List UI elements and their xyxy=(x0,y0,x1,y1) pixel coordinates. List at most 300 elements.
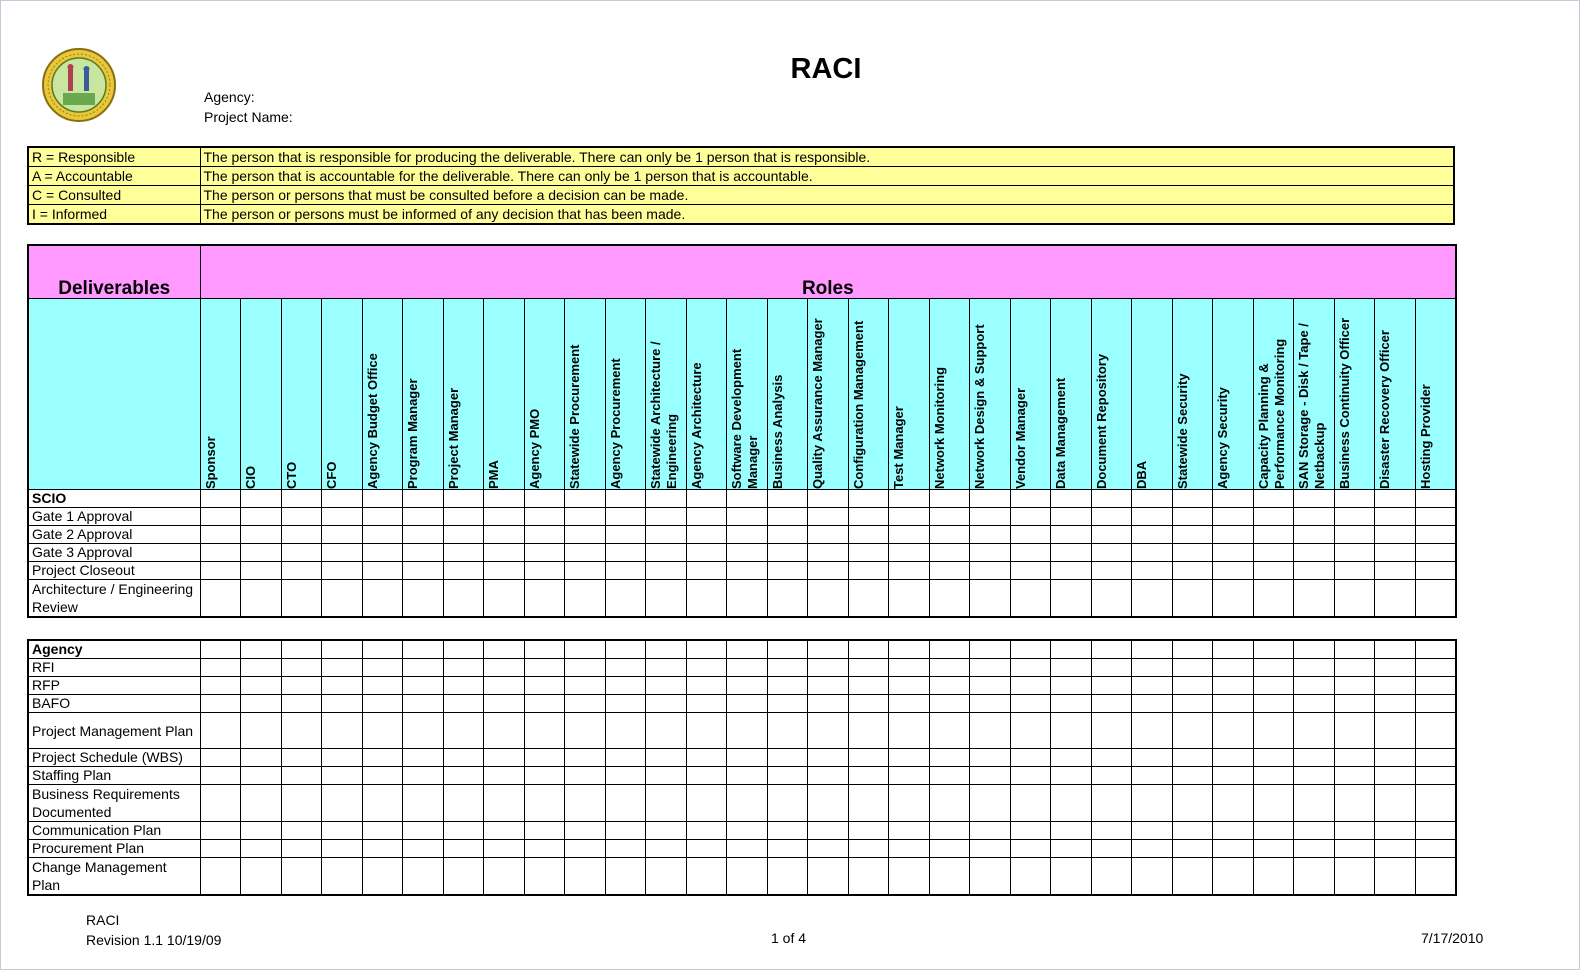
raci-cell[interactable] xyxy=(848,822,889,840)
raci-cell[interactable] xyxy=(524,713,565,749)
raci-cell[interactable] xyxy=(727,858,768,896)
raci-cell[interactable] xyxy=(605,526,646,544)
raci-cell[interactable] xyxy=(241,749,282,767)
raci-cell[interactable] xyxy=(889,713,930,749)
raci-cell[interactable] xyxy=(605,490,646,508)
raci-cell[interactable] xyxy=(1091,713,1132,749)
raci-cell[interactable] xyxy=(322,580,363,618)
raci-cell[interactable] xyxy=(1334,785,1375,822)
raci-cell[interactable] xyxy=(1091,695,1132,713)
raci-cell[interactable] xyxy=(1132,695,1173,713)
raci-cell[interactable] xyxy=(484,659,525,677)
raci-cell[interactable] xyxy=(1132,767,1173,785)
raci-cell[interactable] xyxy=(848,677,889,695)
raci-cell[interactable] xyxy=(403,640,444,659)
raci-cell[interactable] xyxy=(322,822,363,840)
raci-cell[interactable] xyxy=(767,562,808,580)
raci-cell[interactable] xyxy=(686,713,727,749)
raci-cell[interactable] xyxy=(1132,640,1173,659)
raci-cell[interactable] xyxy=(1375,785,1416,822)
raci-cell[interactable] xyxy=(200,840,241,858)
raci-cell[interactable] xyxy=(443,580,484,618)
raci-cell[interactable] xyxy=(808,822,849,840)
raci-cell[interactable] xyxy=(1172,785,1213,822)
raci-cell[interactable] xyxy=(281,659,322,677)
raci-cell[interactable] xyxy=(1253,544,1294,562)
raci-cell[interactable] xyxy=(1334,858,1375,896)
raci-cell[interactable] xyxy=(281,840,322,858)
raci-cell[interactable] xyxy=(1415,490,1456,508)
raci-cell[interactable] xyxy=(362,640,403,659)
raci-cell[interactable] xyxy=(362,659,403,677)
raci-cell[interactable] xyxy=(281,544,322,562)
raci-cell[interactable] xyxy=(727,677,768,695)
raci-cell[interactable] xyxy=(565,544,606,562)
raci-cell[interactable] xyxy=(241,858,282,896)
raci-cell[interactable] xyxy=(1091,840,1132,858)
raci-cell[interactable] xyxy=(362,767,403,785)
raci-cell[interactable] xyxy=(322,695,363,713)
raci-cell[interactable] xyxy=(1415,562,1456,580)
raci-cell[interactable] xyxy=(1010,858,1051,896)
raci-cell[interactable] xyxy=(484,858,525,896)
raci-cell[interactable] xyxy=(727,659,768,677)
raci-cell[interactable] xyxy=(322,562,363,580)
raci-cell[interactable] xyxy=(1375,526,1416,544)
raci-cell[interactable] xyxy=(362,544,403,562)
raci-cell[interactable] xyxy=(848,640,889,659)
raci-cell[interactable] xyxy=(1334,640,1375,659)
raci-cell[interactable] xyxy=(1010,749,1051,767)
raci-cell[interactable] xyxy=(1010,544,1051,562)
raci-cell[interactable] xyxy=(403,562,444,580)
raci-cell[interactable] xyxy=(524,508,565,526)
raci-cell[interactable] xyxy=(200,858,241,896)
raci-cell[interactable] xyxy=(524,695,565,713)
raci-cell[interactable] xyxy=(362,840,403,858)
raci-cell[interactable] xyxy=(808,580,849,618)
raci-cell[interactable] xyxy=(484,767,525,785)
raci-cell[interactable] xyxy=(1415,840,1456,858)
raci-cell[interactable] xyxy=(322,767,363,785)
raci-cell[interactable] xyxy=(605,580,646,618)
raci-cell[interactable] xyxy=(1051,785,1092,822)
raci-cell[interactable] xyxy=(1132,526,1173,544)
raci-cell[interactable] xyxy=(767,695,808,713)
raci-cell[interactable] xyxy=(1172,713,1213,749)
raci-cell[interactable] xyxy=(524,526,565,544)
raci-cell[interactable] xyxy=(443,785,484,822)
raci-cell[interactable] xyxy=(1051,840,1092,858)
raci-cell[interactable] xyxy=(200,526,241,544)
raci-cell[interactable] xyxy=(1132,749,1173,767)
raci-cell[interactable] xyxy=(565,562,606,580)
raci-cell[interactable] xyxy=(1334,677,1375,695)
raci-cell[interactable] xyxy=(970,490,1011,508)
raci-cell[interactable] xyxy=(1375,562,1416,580)
raci-cell[interactable] xyxy=(727,544,768,562)
raci-cell[interactable] xyxy=(848,580,889,618)
raci-cell[interactable] xyxy=(281,767,322,785)
raci-cell[interactable] xyxy=(565,677,606,695)
raci-cell[interactable] xyxy=(808,713,849,749)
raci-cell[interactable] xyxy=(727,580,768,618)
raci-cell[interactable] xyxy=(443,713,484,749)
raci-cell[interactable] xyxy=(1213,508,1254,526)
raci-cell[interactable] xyxy=(686,490,727,508)
raci-cell[interactable] xyxy=(1253,562,1294,580)
raci-cell[interactable] xyxy=(808,562,849,580)
raci-cell[interactable] xyxy=(686,695,727,713)
raci-cell[interactable] xyxy=(929,713,970,749)
raci-cell[interactable] xyxy=(443,840,484,858)
raci-cell[interactable] xyxy=(970,562,1011,580)
raci-cell[interactable] xyxy=(929,822,970,840)
raci-cell[interactable] xyxy=(200,677,241,695)
raci-cell[interactable] xyxy=(646,508,687,526)
raci-cell[interactable] xyxy=(322,677,363,695)
raci-cell[interactable] xyxy=(484,695,525,713)
raci-cell[interactable] xyxy=(889,695,930,713)
raci-cell[interactable] xyxy=(1294,659,1335,677)
raci-cell[interactable] xyxy=(1253,822,1294,840)
raci-cell[interactable] xyxy=(727,562,768,580)
raci-cell[interactable] xyxy=(565,858,606,896)
raci-cell[interactable] xyxy=(1415,580,1456,618)
raci-cell[interactable] xyxy=(605,677,646,695)
raci-cell[interactable] xyxy=(1051,508,1092,526)
raci-cell[interactable] xyxy=(443,749,484,767)
raci-cell[interactable] xyxy=(646,659,687,677)
raci-cell[interactable] xyxy=(1010,526,1051,544)
raci-cell[interactable] xyxy=(970,677,1011,695)
raci-cell[interactable] xyxy=(524,785,565,822)
raci-cell[interactable] xyxy=(1091,858,1132,896)
raci-cell[interactable] xyxy=(808,858,849,896)
raci-cell[interactable] xyxy=(970,640,1011,659)
raci-cell[interactable] xyxy=(200,580,241,618)
raci-cell[interactable] xyxy=(1415,659,1456,677)
raci-cell[interactable] xyxy=(808,695,849,713)
raci-cell[interactable] xyxy=(1051,713,1092,749)
raci-cell[interactable] xyxy=(1334,544,1375,562)
raci-cell[interactable] xyxy=(1334,659,1375,677)
raci-cell[interactable] xyxy=(970,822,1011,840)
raci-cell[interactable] xyxy=(565,659,606,677)
raci-cell[interactable] xyxy=(767,659,808,677)
raci-cell[interactable] xyxy=(524,580,565,618)
raci-cell[interactable] xyxy=(443,544,484,562)
raci-cell[interactable] xyxy=(970,767,1011,785)
raci-cell[interactable] xyxy=(1010,562,1051,580)
raci-cell[interactable] xyxy=(322,508,363,526)
raci-cell[interactable] xyxy=(1294,526,1335,544)
raci-cell[interactable] xyxy=(200,544,241,562)
raci-cell[interactable] xyxy=(484,785,525,822)
raci-cell[interactable] xyxy=(1172,544,1213,562)
raci-cell[interactable] xyxy=(1172,840,1213,858)
raci-cell[interactable] xyxy=(1051,749,1092,767)
raci-cell[interactable] xyxy=(1294,858,1335,896)
raci-cell[interactable] xyxy=(322,713,363,749)
raci-cell[interactable] xyxy=(565,822,606,840)
raci-cell[interactable] xyxy=(727,640,768,659)
raci-cell[interactable] xyxy=(1253,785,1294,822)
raci-cell[interactable] xyxy=(767,640,808,659)
raci-cell[interactable] xyxy=(1091,640,1132,659)
raci-cell[interactable] xyxy=(686,640,727,659)
raci-cell[interactable] xyxy=(1091,508,1132,526)
raci-cell[interactable] xyxy=(848,659,889,677)
raci-cell[interactable] xyxy=(241,695,282,713)
raci-cell[interactable] xyxy=(929,580,970,618)
raci-cell[interactable] xyxy=(1172,749,1213,767)
raci-cell[interactable] xyxy=(1051,640,1092,659)
raci-cell[interactable] xyxy=(929,749,970,767)
raci-cell[interactable] xyxy=(808,840,849,858)
raci-cell[interactable] xyxy=(1132,580,1173,618)
raci-cell[interactable] xyxy=(241,785,282,822)
raci-cell[interactable] xyxy=(686,822,727,840)
raci-cell[interactable] xyxy=(1051,822,1092,840)
raci-cell[interactable] xyxy=(929,677,970,695)
raci-cell[interactable] xyxy=(848,508,889,526)
raci-cell[interactable] xyxy=(1213,785,1254,822)
raci-cell[interactable] xyxy=(241,659,282,677)
raci-cell[interactable] xyxy=(443,858,484,896)
raci-cell[interactable] xyxy=(1375,580,1416,618)
raci-cell[interactable] xyxy=(1091,490,1132,508)
raci-cell[interactable] xyxy=(362,526,403,544)
raci-cell[interactable] xyxy=(1415,713,1456,749)
raci-cell[interactable] xyxy=(1132,490,1173,508)
raci-cell[interactable] xyxy=(929,695,970,713)
raci-cell[interactable] xyxy=(403,785,444,822)
raci-cell[interactable] xyxy=(524,640,565,659)
raci-cell[interactable] xyxy=(605,544,646,562)
raci-cell[interactable] xyxy=(646,785,687,822)
raci-cell[interactable] xyxy=(605,785,646,822)
raci-cell[interactable] xyxy=(1375,767,1416,785)
raci-cell[interactable] xyxy=(403,713,444,749)
raci-cell[interactable] xyxy=(322,858,363,896)
raci-cell[interactable] xyxy=(403,677,444,695)
raci-cell[interactable] xyxy=(1051,677,1092,695)
raci-cell[interactable] xyxy=(605,767,646,785)
raci-cell[interactable] xyxy=(1415,749,1456,767)
raci-cell[interactable] xyxy=(1213,562,1254,580)
raci-cell[interactable] xyxy=(1051,544,1092,562)
raci-cell[interactable] xyxy=(889,677,930,695)
raci-cell[interactable] xyxy=(1415,695,1456,713)
raci-cell[interactable] xyxy=(646,526,687,544)
raci-cell[interactable] xyxy=(1091,749,1132,767)
raci-cell[interactable] xyxy=(362,490,403,508)
raci-cell[interactable] xyxy=(1253,695,1294,713)
raci-cell[interactable] xyxy=(281,677,322,695)
raci-cell[interactable] xyxy=(727,695,768,713)
raci-cell[interactable] xyxy=(565,785,606,822)
raci-cell[interactable] xyxy=(1294,544,1335,562)
raci-cell[interactable] xyxy=(808,785,849,822)
raci-cell[interactable] xyxy=(1294,508,1335,526)
raci-cell[interactable] xyxy=(403,490,444,508)
raci-cell[interactable] xyxy=(1334,749,1375,767)
raci-cell[interactable] xyxy=(727,508,768,526)
raci-cell[interactable] xyxy=(565,580,606,618)
raci-cell[interactable] xyxy=(848,526,889,544)
raci-cell[interactable] xyxy=(1172,640,1213,659)
raci-cell[interactable] xyxy=(970,785,1011,822)
raci-cell[interactable] xyxy=(241,640,282,659)
raci-cell[interactable] xyxy=(929,785,970,822)
raci-cell[interactable] xyxy=(362,822,403,840)
raci-cell[interactable] xyxy=(605,840,646,858)
raci-cell[interactable] xyxy=(889,490,930,508)
raci-cell[interactable] xyxy=(1334,695,1375,713)
raci-cell[interactable] xyxy=(970,695,1011,713)
raci-cell[interactable] xyxy=(403,858,444,896)
raci-cell[interactable] xyxy=(484,840,525,858)
raci-cell[interactable] xyxy=(403,749,444,767)
raci-cell[interactable] xyxy=(1051,858,1092,896)
raci-cell[interactable] xyxy=(1091,544,1132,562)
raci-cell[interactable] xyxy=(1294,840,1335,858)
raci-cell[interactable] xyxy=(1213,858,1254,896)
raci-cell[interactable] xyxy=(929,562,970,580)
raci-cell[interactable] xyxy=(1375,640,1416,659)
raci-cell[interactable] xyxy=(1415,785,1456,822)
raci-cell[interactable] xyxy=(1415,767,1456,785)
raci-cell[interactable] xyxy=(727,749,768,767)
raci-cell[interactable] xyxy=(322,640,363,659)
raci-cell[interactable] xyxy=(281,508,322,526)
raci-cell[interactable] xyxy=(767,785,808,822)
raci-cell[interactable] xyxy=(1010,767,1051,785)
raci-cell[interactable] xyxy=(1375,840,1416,858)
raci-cell[interactable] xyxy=(1294,767,1335,785)
raci-cell[interactable] xyxy=(565,713,606,749)
raci-cell[interactable] xyxy=(484,749,525,767)
raci-cell[interactable] xyxy=(1294,785,1335,822)
raci-cell[interactable] xyxy=(362,749,403,767)
raci-cell[interactable] xyxy=(1213,490,1254,508)
raci-cell[interactable] xyxy=(727,526,768,544)
raci-cell[interactable] xyxy=(484,640,525,659)
raci-cell[interactable] xyxy=(848,490,889,508)
raci-cell[interactable] xyxy=(1132,544,1173,562)
raci-cell[interactable] xyxy=(848,544,889,562)
raci-cell[interactable] xyxy=(970,840,1011,858)
raci-cell[interactable] xyxy=(808,749,849,767)
raci-cell[interactable] xyxy=(1375,749,1416,767)
raci-cell[interactable] xyxy=(1375,659,1416,677)
raci-cell[interactable] xyxy=(281,695,322,713)
raci-cell[interactable] xyxy=(281,526,322,544)
raci-cell[interactable] xyxy=(1132,785,1173,822)
raci-cell[interactable] xyxy=(727,490,768,508)
raci-cell[interactable] xyxy=(1294,677,1335,695)
raci-cell[interactable] xyxy=(403,822,444,840)
raci-cell[interactable] xyxy=(322,659,363,677)
raci-cell[interactable] xyxy=(443,767,484,785)
raci-cell[interactable] xyxy=(1294,695,1335,713)
raci-cell[interactable] xyxy=(484,677,525,695)
raci-cell[interactable] xyxy=(1132,822,1173,840)
raci-cell[interactable] xyxy=(1415,822,1456,840)
raci-cell[interactable] xyxy=(889,526,930,544)
raci-cell[interactable] xyxy=(1132,677,1173,695)
raci-cell[interactable] xyxy=(362,562,403,580)
raci-cell[interactable] xyxy=(646,749,687,767)
raci-cell[interactable] xyxy=(1172,858,1213,896)
raci-cell[interactable] xyxy=(1213,640,1254,659)
raci-cell[interactable] xyxy=(403,508,444,526)
raci-cell[interactable] xyxy=(1253,640,1294,659)
raci-cell[interactable] xyxy=(281,785,322,822)
raci-cell[interactable] xyxy=(646,677,687,695)
raci-cell[interactable] xyxy=(808,526,849,544)
raci-cell[interactable] xyxy=(1172,562,1213,580)
raci-cell[interactable] xyxy=(1334,490,1375,508)
raci-cell[interactable] xyxy=(646,822,687,840)
raci-cell[interactable] xyxy=(1091,580,1132,618)
raci-cell[interactable] xyxy=(767,580,808,618)
raci-cell[interactable] xyxy=(524,858,565,896)
raci-cell[interactable] xyxy=(848,767,889,785)
raci-cell[interactable] xyxy=(889,659,930,677)
raci-cell[interactable] xyxy=(889,767,930,785)
raci-cell[interactable] xyxy=(241,508,282,526)
raci-cell[interactable] xyxy=(443,526,484,544)
raci-cell[interactable] xyxy=(524,840,565,858)
raci-cell[interactable] xyxy=(1375,508,1416,526)
raci-cell[interactable] xyxy=(605,659,646,677)
raci-cell[interactable] xyxy=(1375,677,1416,695)
raci-cell[interactable] xyxy=(241,490,282,508)
raci-cell[interactable] xyxy=(646,580,687,618)
raci-cell[interactable] xyxy=(524,677,565,695)
raci-cell[interactable] xyxy=(686,840,727,858)
raci-cell[interactable] xyxy=(1375,695,1416,713)
raci-cell[interactable] xyxy=(1253,749,1294,767)
raci-cell[interactable] xyxy=(808,677,849,695)
raci-cell[interactable] xyxy=(1010,695,1051,713)
raci-cell[interactable] xyxy=(1253,526,1294,544)
raci-cell[interactable] xyxy=(241,544,282,562)
raci-cell[interactable] xyxy=(1172,677,1213,695)
raci-cell[interactable] xyxy=(929,767,970,785)
raci-cell[interactable] xyxy=(767,677,808,695)
raci-cell[interactable] xyxy=(1334,526,1375,544)
raci-cell[interactable] xyxy=(767,749,808,767)
raci-cell[interactable] xyxy=(565,640,606,659)
raci-cell[interactable] xyxy=(1213,840,1254,858)
raci-cell[interactable] xyxy=(1294,713,1335,749)
raci-cell[interactable] xyxy=(1010,822,1051,840)
raci-cell[interactable] xyxy=(281,562,322,580)
raci-cell[interactable] xyxy=(565,695,606,713)
raci-cell[interactable] xyxy=(889,822,930,840)
raci-cell[interactable] xyxy=(1051,526,1092,544)
raci-cell[interactable] xyxy=(929,490,970,508)
raci-cell[interactable] xyxy=(200,767,241,785)
raci-cell[interactable] xyxy=(362,785,403,822)
raci-cell[interactable] xyxy=(767,767,808,785)
raci-cell[interactable] xyxy=(686,562,727,580)
raci-cell[interactable] xyxy=(970,858,1011,896)
raci-cell[interactable] xyxy=(1091,659,1132,677)
